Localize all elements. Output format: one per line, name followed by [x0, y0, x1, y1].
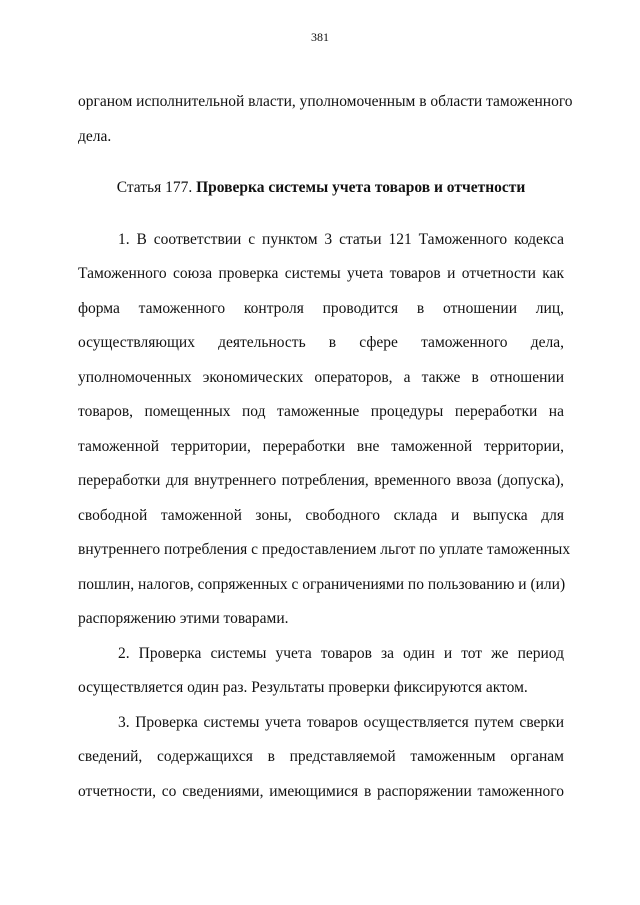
paragraph-1-line: 1. В соответствии с пунктом 3 статьи 121 Таможенного кодекса [118, 230, 564, 248]
text-line: органом исполнительной власти, уполномоченным в области таможенного [78, 93, 573, 110]
text-line: дела. [78, 127, 112, 145]
document-body [78, 85, 573, 809]
paragraph-1-line: переработки для внутреннего потребления, временного ввоза (допуска), [78, 472, 564, 489]
paragraph-1-line: форма таможенного контроля проводится в отношении лиц, [78, 299, 564, 317]
paragraph-2-line: 2. Проверка системы учета товаров за один и тот же период [118, 644, 564, 662]
paragraph-1-line: пошлин, налогов, сопряженных с ограничениями по пользованию и (или) [78, 575, 566, 593]
article-heading [78, 171, 564, 206]
article-number: Статья 177. [116, 179, 197, 196]
paragraph-3-line: сведений, содержащихся в представляемой таможенным органам [78, 748, 564, 765]
spacer [78, 154, 564, 171]
page-number: 381 [311, 30, 329, 44]
spacer [78, 206, 564, 223]
paragraph-1-line: Таможенного союза проверка системы учета товаров и отчетности как [78, 265, 564, 282]
paragraph-1-line: свободной таможенной зоны, свободного склада и выпуска для [78, 506, 564, 524]
paragraph-1-line: уполномоченных экономических операторов, а также в отношении [78, 368, 564, 386]
article-title: Проверка системы учета товаров и отчетности [196, 179, 526, 196]
paragraph-1-line: распоряжению этими товарами. [78, 610, 289, 627]
paragraph-2-line: осуществляется один раз. Результаты проверки фиксируются актом. [78, 679, 528, 696]
paragraph-1-line: осуществляющих деятельность в сфере таможенного дела, [78, 334, 564, 351]
paragraph-3-line: отчетности, со сведениями, имеющимися в распоряжении таможенного [78, 782, 564, 800]
paragraph-1-line: таможенной территории, переработки вне таможенной территории, [78, 437, 564, 455]
paragraph-1-line: внутреннего потребления с предоставлением льгот по уплате таможенных [78, 541, 571, 558]
paragraph-3-line: 3. Проверка системы учета товаров осуществляется путем сверки [118, 713, 564, 731]
paragraph-1-line: товаров, помещенных под таможенные процедуры переработки на [78, 403, 564, 420]
